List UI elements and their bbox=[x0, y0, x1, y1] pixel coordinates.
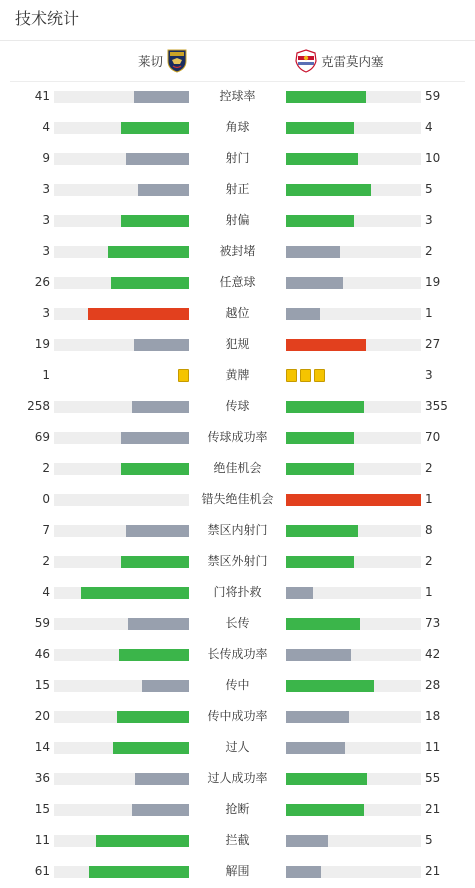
home-stat-bar-track bbox=[54, 215, 189, 227]
stat-label: 禁区内射门 bbox=[207, 523, 268, 537]
away-stat-value: 59 bbox=[425, 89, 441, 103]
home-stat-bar-track bbox=[54, 339, 189, 351]
home-stat-bar bbox=[96, 835, 189, 847]
stat-row bbox=[0, 795, 475, 826]
away-stat-bar bbox=[286, 339, 366, 351]
yellow-card-icon bbox=[286, 369, 297, 382]
away-stat-bar bbox=[286, 277, 343, 289]
home-stat-bar-track bbox=[54, 680, 189, 692]
stat-row bbox=[0, 113, 475, 144]
away-stat-bar-track bbox=[286, 680, 421, 692]
stat-row bbox=[0, 361, 475, 392]
away-stat-value: 21 bbox=[425, 864, 441, 878]
home-stat-value: 59 bbox=[34, 616, 50, 630]
away-stat-value: 10 bbox=[425, 151, 441, 165]
away-stat-bar-track bbox=[286, 277, 421, 289]
home-team-crest-icon bbox=[167, 49, 187, 73]
away-stat-bar-track bbox=[286, 122, 421, 134]
home-stat-value: 4 bbox=[42, 120, 50, 134]
home-stat-bar bbox=[121, 122, 189, 134]
away-stat-bar bbox=[286, 711, 349, 723]
away-stat-bar bbox=[286, 835, 328, 847]
stat-label: 黄牌 bbox=[225, 368, 250, 382]
stat-row bbox=[0, 671, 475, 702]
away-stat-bar-track bbox=[286, 587, 421, 599]
away-stat-bar bbox=[286, 494, 421, 506]
away-stat-bar-track bbox=[286, 494, 421, 506]
stat-row bbox=[0, 299, 475, 330]
stat-label: 拦截 bbox=[225, 833, 250, 847]
away-stat-bar bbox=[286, 463, 354, 475]
away-stat-bar bbox=[286, 432, 354, 444]
away-stat-bar-track bbox=[286, 184, 421, 196]
stats-list bbox=[0, 82, 475, 888]
home-stat-bar bbox=[88, 308, 189, 320]
home-stat-value: 11 bbox=[34, 833, 50, 847]
away-stat-bar-track bbox=[286, 866, 421, 878]
home-stat-bar bbox=[117, 711, 189, 723]
home-stat-value: 2 bbox=[42, 461, 50, 475]
away-stat-value: 1 bbox=[425, 306, 433, 320]
stat-row bbox=[0, 392, 475, 423]
stat-row bbox=[0, 330, 475, 361]
home-stat-bar bbox=[126, 153, 189, 165]
home-stat-value: 20 bbox=[34, 709, 50, 723]
away-stat-value: 55 bbox=[425, 771, 441, 785]
away-stat-value: 3 bbox=[425, 368, 433, 382]
home-stat-value: 15 bbox=[34, 678, 50, 692]
home-stat-bar-track bbox=[54, 556, 189, 568]
away-stat-value: 70 bbox=[425, 430, 441, 444]
home-team-name: 莱切 bbox=[138, 54, 164, 69]
home-stat-bar-track bbox=[54, 122, 189, 134]
away-stat-bar-track bbox=[286, 339, 421, 351]
away-stat-bar-track bbox=[286, 91, 421, 103]
home-stat-bar-track bbox=[54, 91, 189, 103]
stat-label: 门将扑救 bbox=[213, 585, 262, 599]
away-stat-bar bbox=[286, 215, 354, 227]
home-stat-value: 41 bbox=[34, 89, 50, 103]
away-stat-bar bbox=[286, 401, 364, 413]
away-stat-bar bbox=[286, 618, 360, 630]
home-stat-bar-track bbox=[54, 494, 189, 506]
home-stat-value: 7 bbox=[42, 523, 50, 537]
away-stat-value: 4 bbox=[425, 120, 433, 134]
away-stat-bar-track bbox=[286, 556, 421, 568]
home-stat-bar-track bbox=[54, 277, 189, 289]
home-stat-bar bbox=[121, 463, 189, 475]
home-stat-bar-track bbox=[54, 463, 189, 475]
away-stat-value: 19 bbox=[425, 275, 441, 289]
yellow-card-icon bbox=[300, 369, 311, 382]
home-stat-bar bbox=[113, 742, 189, 754]
stat-label: 犯规 bbox=[225, 337, 250, 351]
home-stat-bar-track bbox=[54, 587, 189, 599]
away-stat-value: 73 bbox=[425, 616, 441, 630]
away-stat-bar bbox=[286, 184, 371, 196]
away-stat-value: 27 bbox=[425, 337, 441, 351]
away-stat-value: 3 bbox=[425, 213, 433, 227]
away-stat-value: 8 bbox=[425, 523, 433, 537]
away-stat-bar bbox=[286, 556, 354, 568]
home-stat-bar bbox=[132, 401, 189, 413]
stat-row bbox=[0, 640, 475, 671]
away-stat-value: 2 bbox=[425, 461, 433, 475]
home-stat-value: 36 bbox=[34, 771, 50, 785]
home-stat-bar bbox=[121, 556, 189, 568]
stat-row bbox=[0, 702, 475, 733]
stat-row bbox=[0, 175, 475, 206]
home-stat-bar-track bbox=[54, 525, 189, 537]
stat-label: 抢断 bbox=[225, 802, 250, 816]
home-stat-bar bbox=[89, 866, 189, 878]
home-stat-value: 3 bbox=[42, 182, 50, 196]
stat-row bbox=[0, 609, 475, 640]
away-stat-value: 5 bbox=[425, 182, 433, 196]
away-stat-bar-track bbox=[286, 525, 421, 537]
stat-label: 射偏 bbox=[225, 213, 250, 227]
home-yellow-cards bbox=[178, 369, 189, 382]
away-stat-bar bbox=[286, 246, 340, 258]
home-stat-bar bbox=[119, 649, 189, 661]
stat-label: 传球成功率 bbox=[207, 430, 268, 444]
home-stat-value: 1 bbox=[42, 368, 50, 382]
home-stat-bar-track bbox=[54, 432, 189, 444]
away-team[interactable] bbox=[291, 41, 384, 81]
home-stat-bar bbox=[121, 215, 189, 227]
stat-label: 任意球 bbox=[219, 275, 256, 289]
home-stat-bar bbox=[142, 680, 189, 692]
away-stat-value: 5 bbox=[425, 833, 433, 847]
away-stat-bar bbox=[286, 742, 345, 754]
stat-label: 被封堵 bbox=[219, 244, 256, 258]
home-stat-bar bbox=[81, 587, 189, 599]
home-stat-bar-track bbox=[54, 649, 189, 661]
stat-label: 传中 bbox=[225, 678, 250, 692]
home-stat-value: 26 bbox=[34, 275, 50, 289]
away-stat-value: 1 bbox=[425, 585, 433, 599]
home-stat-bar-track bbox=[54, 773, 189, 785]
stat-row bbox=[0, 857, 475, 888]
home-stat-bar-track bbox=[54, 618, 189, 630]
away-stat-bar-track bbox=[286, 463, 421, 475]
stat-row bbox=[0, 547, 475, 578]
home-stat-value: 3 bbox=[42, 306, 50, 320]
home-stat-value: 2 bbox=[42, 554, 50, 568]
home-stat-value: 19 bbox=[34, 337, 50, 351]
home-stat-bar-track bbox=[54, 153, 189, 165]
away-stat-value: 18 bbox=[425, 709, 441, 723]
stat-label: 过人 bbox=[225, 740, 250, 754]
home-stat-bar-track bbox=[54, 804, 189, 816]
stat-label: 解围 bbox=[225, 864, 250, 878]
home-stat-bar-track bbox=[54, 401, 189, 413]
away-stat-value: 2 bbox=[425, 554, 433, 568]
away-stat-bar bbox=[286, 773, 367, 785]
away-stat-bar bbox=[286, 866, 321, 878]
away-stat-bar bbox=[286, 804, 364, 816]
home-stat-bar-track bbox=[54, 246, 189, 258]
stat-label: 绝佳机会 bbox=[213, 461, 262, 475]
away-stat-bar-track bbox=[286, 153, 421, 165]
stat-row bbox=[0, 237, 475, 268]
home-stat-bar-track bbox=[54, 835, 189, 847]
away-stat-bar bbox=[286, 91, 366, 103]
stat-label: 越位 bbox=[225, 306, 250, 320]
away-stat-bar-track bbox=[286, 618, 421, 630]
away-stat-value: 355 bbox=[425, 399, 448, 413]
home-stat-bar-track bbox=[54, 184, 189, 196]
stat-label: 长传 bbox=[225, 616, 250, 630]
home-stat-value: 15 bbox=[34, 802, 50, 816]
stat-label: 长传成功率 bbox=[207, 647, 268, 661]
stat-row bbox=[0, 268, 475, 299]
stat-row bbox=[0, 826, 475, 857]
away-team-name: 克雷莫内塞 bbox=[321, 54, 384, 69]
away-stat-bar bbox=[286, 153, 358, 165]
home-stat-value: 0 bbox=[42, 492, 50, 506]
stat-label: 传中成功率 bbox=[207, 709, 268, 723]
page-title: 技术统计 bbox=[15, 9, 80, 28]
home-team[interactable] bbox=[138, 41, 191, 81]
away-stat-bar-track bbox=[286, 835, 421, 847]
stat-label: 传球 bbox=[225, 399, 250, 413]
home-stat-bar bbox=[135, 773, 189, 785]
stat-row bbox=[0, 82, 475, 113]
away-stat-bar-track bbox=[286, 246, 421, 258]
away-stat-bar-track bbox=[286, 773, 421, 785]
away-stat-value: 1 bbox=[425, 492, 433, 506]
stat-row bbox=[0, 423, 475, 454]
stat-label: 禁区外射门 bbox=[207, 554, 268, 568]
stat-label: 控球率 bbox=[219, 89, 256, 103]
away-yellow-cards bbox=[286, 369, 325, 382]
away-stat-bar bbox=[286, 680, 374, 692]
stat-label: 错失绝佳机会 bbox=[201, 492, 274, 506]
home-stat-bar-track bbox=[54, 711, 189, 723]
stat-row bbox=[0, 206, 475, 237]
home-stat-bar bbox=[132, 804, 189, 816]
away-stat-bar bbox=[286, 525, 358, 537]
home-stat-value: 3 bbox=[42, 213, 50, 227]
home-stat-bar bbox=[121, 432, 189, 444]
stat-label: 过人成功率 bbox=[207, 771, 268, 785]
home-stat-value: 3 bbox=[42, 244, 50, 258]
home-stat-bar bbox=[134, 91, 189, 103]
stat-row bbox=[0, 578, 475, 609]
stat-label: 射正 bbox=[225, 182, 250, 196]
home-stat-bar-track bbox=[54, 308, 189, 320]
away-stat-bar-track bbox=[286, 711, 421, 723]
away-stat-bar-track bbox=[286, 432, 421, 444]
home-stat-bar bbox=[111, 277, 189, 289]
home-stat-bar-track bbox=[54, 742, 189, 754]
stat-row bbox=[0, 454, 475, 485]
home-stat-value: 9 bbox=[42, 151, 50, 165]
home-stat-bar bbox=[128, 618, 189, 630]
away-stat-value: 42 bbox=[425, 647, 441, 661]
away-stat-value: 2 bbox=[425, 244, 433, 258]
team-header bbox=[0, 41, 475, 81]
home-stat-value: 258 bbox=[27, 399, 50, 413]
stat-label: 角球 bbox=[225, 120, 250, 134]
away-stat-bar-track bbox=[286, 401, 421, 413]
away-stat-bar-track bbox=[286, 308, 421, 320]
home-stat-value: 69 bbox=[34, 430, 50, 444]
stat-row bbox=[0, 485, 475, 516]
stat-row bbox=[0, 516, 475, 547]
away-stat-bar-track bbox=[286, 804, 421, 816]
home-stat-value: 46 bbox=[34, 647, 50, 661]
away-stat-bar bbox=[286, 649, 351, 661]
away-stat-value: 28 bbox=[425, 678, 441, 692]
yellow-card-icon bbox=[178, 369, 189, 382]
stat-label: 射门 bbox=[225, 151, 250, 165]
home-stat-value: 14 bbox=[34, 740, 50, 754]
home-stat-bar bbox=[108, 246, 189, 258]
away-stat-bar bbox=[286, 587, 313, 599]
away-stat-value: 21 bbox=[425, 802, 441, 816]
home-stat-bar-track bbox=[54, 866, 189, 878]
away-stat-bar bbox=[286, 122, 354, 134]
stat-row bbox=[0, 764, 475, 795]
home-stat-value: 61 bbox=[34, 864, 50, 878]
away-stat-bar-track bbox=[286, 649, 421, 661]
away-team-crest-icon bbox=[295, 49, 317, 73]
stat-row bbox=[0, 733, 475, 764]
home-stat-bar bbox=[138, 184, 189, 196]
home-stat-bar bbox=[134, 339, 189, 351]
away-stat-bar-track bbox=[286, 742, 421, 754]
away-stat-value: 11 bbox=[425, 740, 441, 754]
away-stat-bar bbox=[286, 308, 320, 320]
yellow-card-icon bbox=[314, 369, 325, 382]
home-stat-value: 4 bbox=[42, 585, 50, 599]
stat-row bbox=[0, 144, 475, 175]
home-stat-bar bbox=[126, 525, 189, 537]
away-stat-bar-track bbox=[286, 215, 421, 227]
